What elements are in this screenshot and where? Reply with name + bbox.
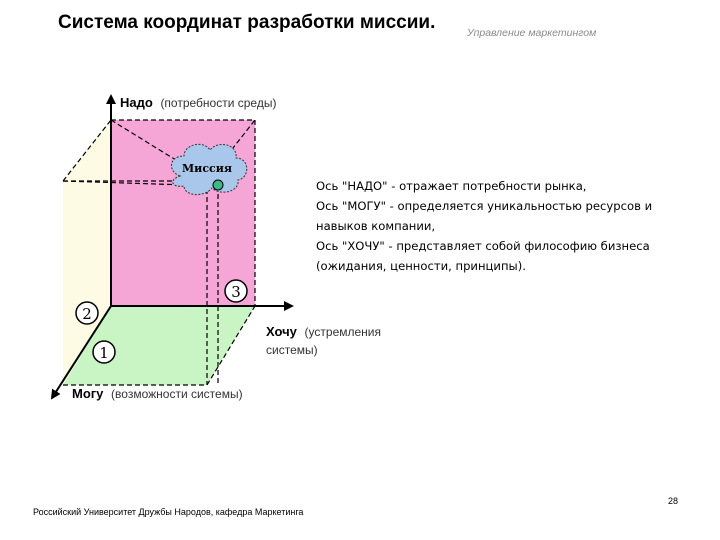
description-line: (ожидания, ценности, принципы).	[316, 259, 526, 273]
description-line: навыков компании,	[316, 219, 436, 233]
footer-text: Российский Университет Дружбы Народов, кафедра Маркетинга	[33, 507, 304, 517]
description-line: Ось "НАДО" - отражает потребности рынка,	[316, 179, 587, 193]
marker-3	[225, 280, 247, 302]
axis-right-label-line2: системы)	[266, 343, 318, 357]
slide-subtitle: Управление маркетингом	[467, 27, 597, 39]
slide-title: Система координат разработки миссии.	[58, 12, 436, 33]
description-line: Ось "МОГУ" - определяется уникальностью ресурсов и	[316, 199, 653, 213]
marker-1	[93, 341, 115, 363]
description-line: Ось "ХОЧУ" - представляет собой философию бизнеса	[316, 239, 650, 253]
axis-right-label: Хочу (устремления	[266, 324, 381, 339]
axis-down-label: Могу (возможности системы)	[72, 386, 243, 401]
svg-text:1: 1	[99, 344, 109, 362]
page-number: 28	[668, 496, 679, 506]
svg-text:3: 3	[231, 283, 241, 301]
svg-text:2: 2	[82, 305, 92, 323]
mission-point	[213, 180, 223, 190]
mission-cloud-label: Миссия	[182, 162, 233, 175]
axis-up-label: Надо (потребности среды)	[120, 95, 277, 110]
marker-2	[76, 302, 98, 324]
axis-description	[316, 176, 700, 276]
